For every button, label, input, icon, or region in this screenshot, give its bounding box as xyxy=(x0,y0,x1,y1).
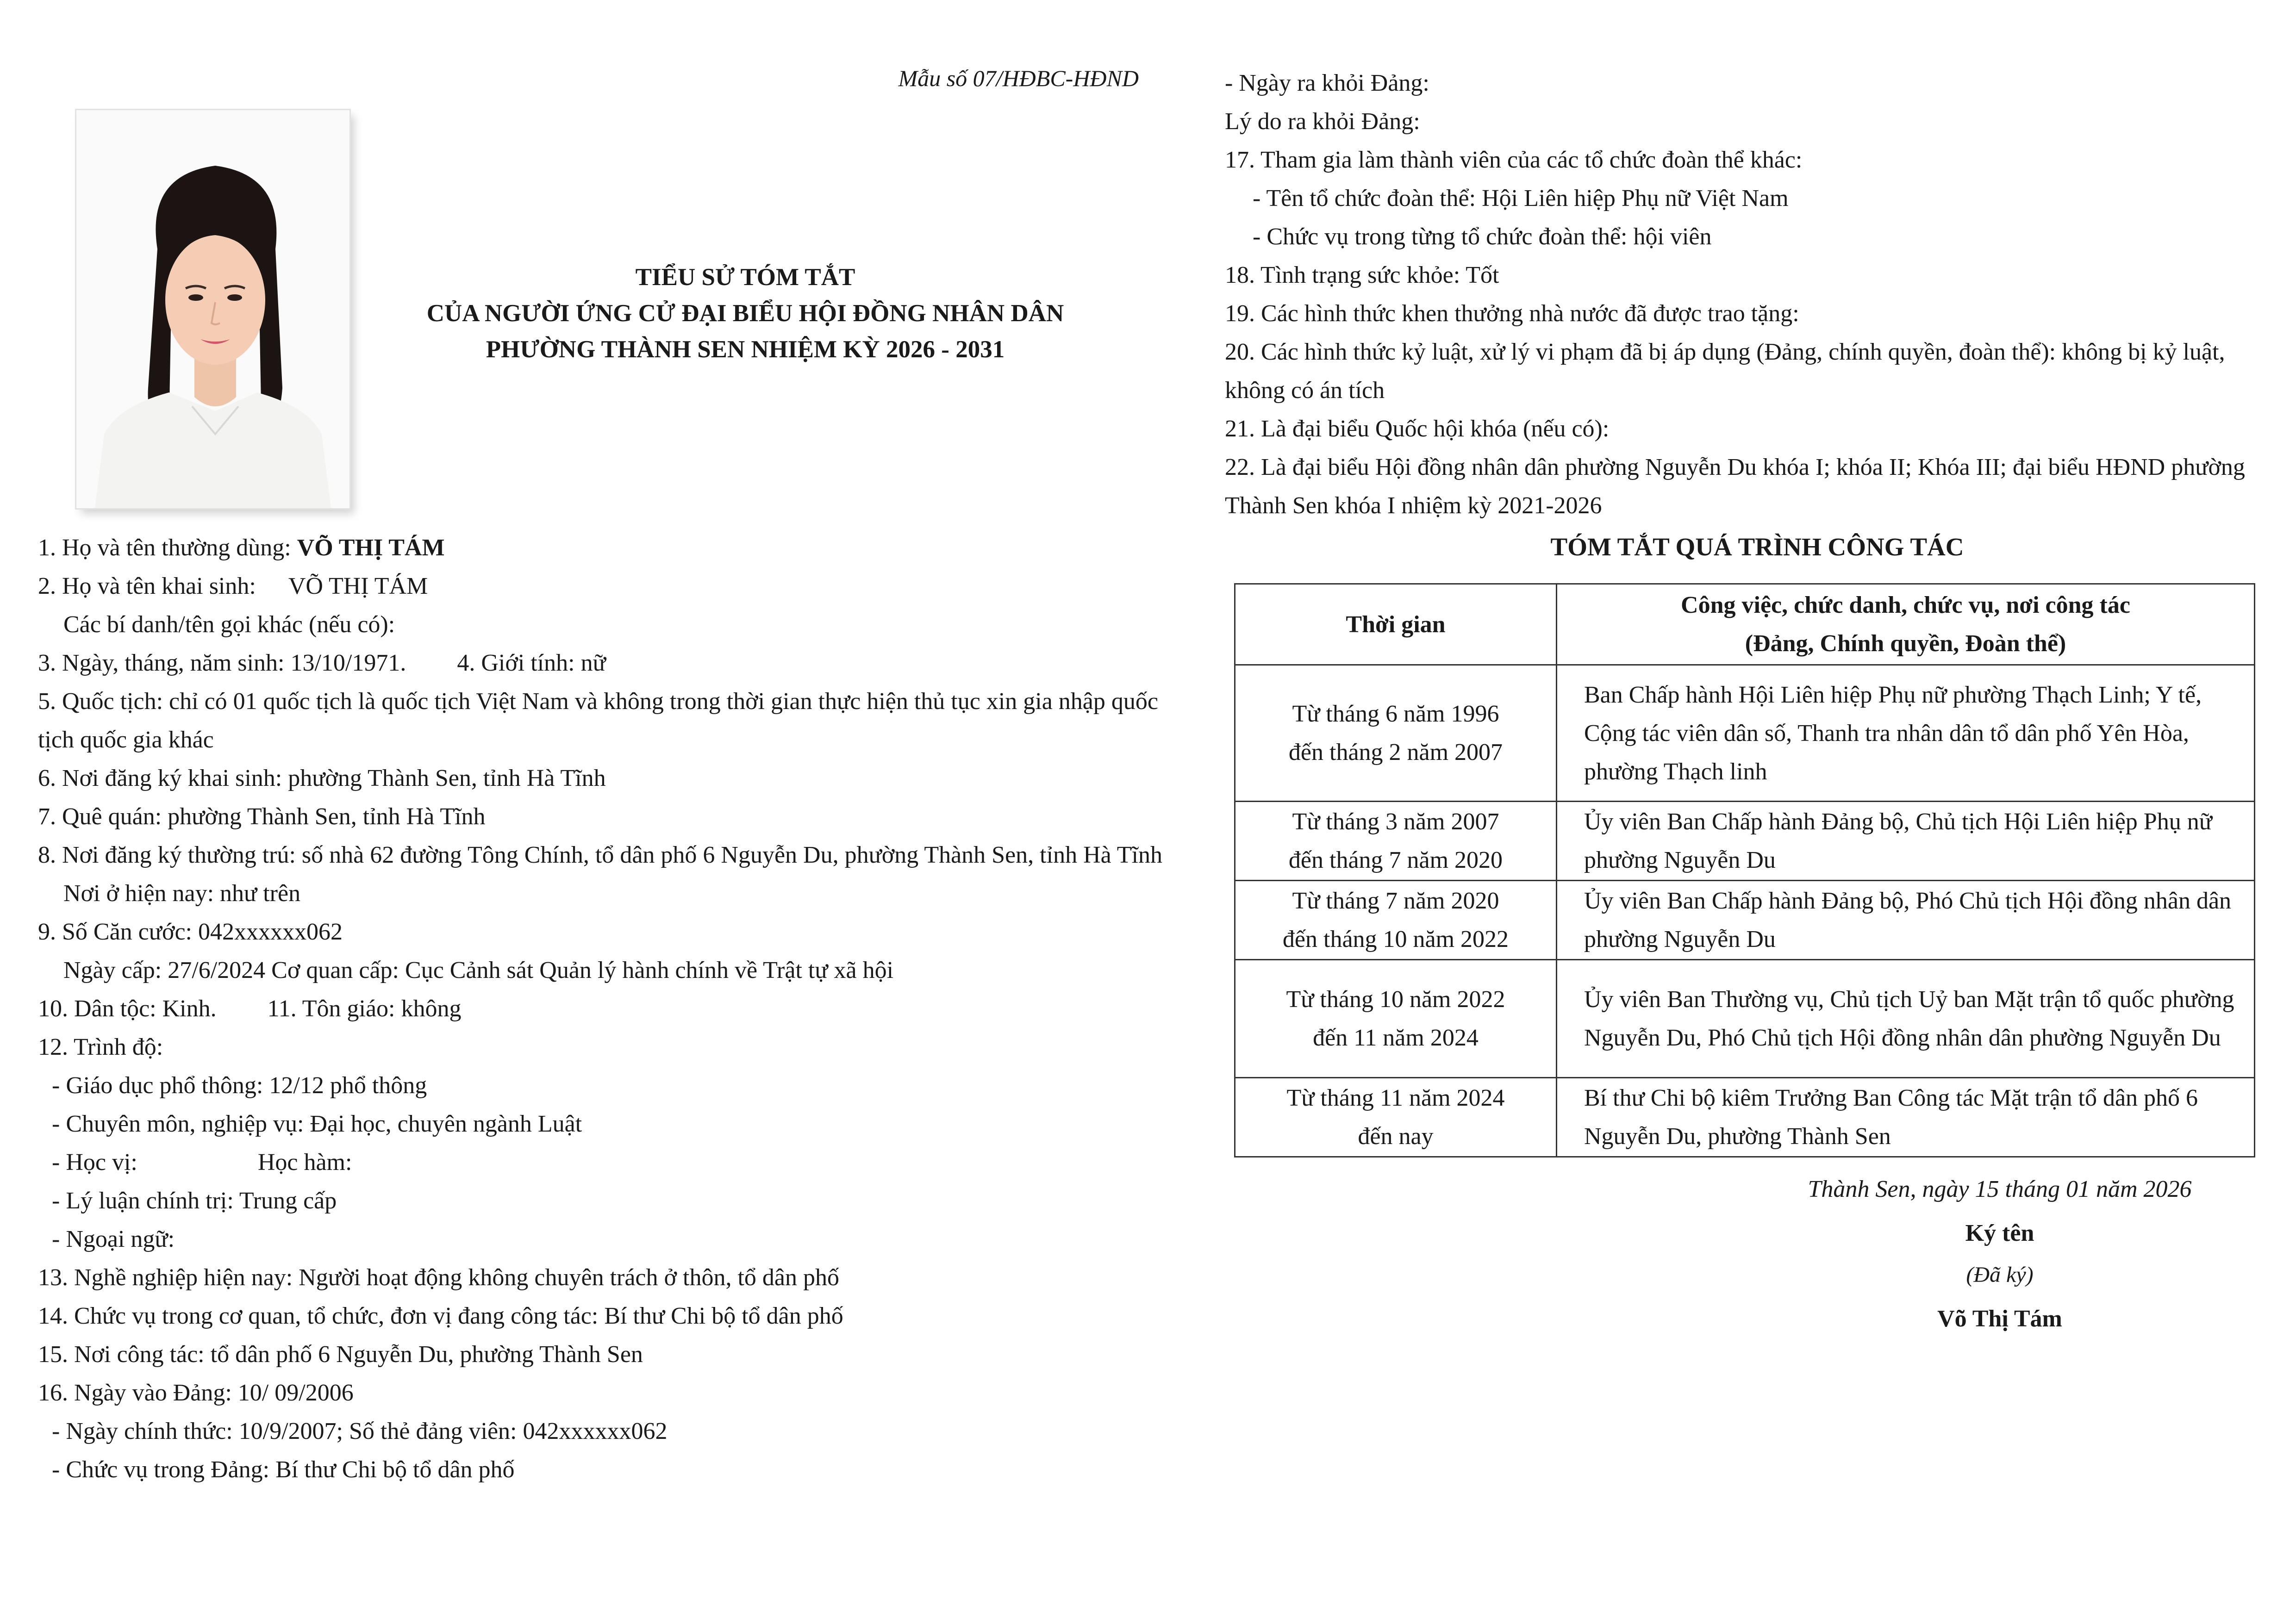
field-workplace: 15. Nơi công tác: tổ dân phố 6 Nguyễn Du, phường Thành Sen xyxy=(38,1341,643,1368)
title-line-2: CỦA NGƯỜI ỨNG CỬ ĐẠI BIỂU HỘI ĐỒNG NHÂN DÂN xyxy=(426,300,1064,327)
row-time: Từ tháng 11 năm 2024 đến nay xyxy=(1235,1078,1557,1157)
field-occupation: 13. Nghề nghiệp hiện nay: Người hoạt động không chuyên trách ở thôn, tổ dân phố xyxy=(38,1264,839,1291)
row-time: Từ tháng 10 năm 2022 đến 11 năm 2024 xyxy=(1235,960,1557,1078)
field-organization-role: - Chức vụ trong từng tổ chức đoàn thể: hội viên xyxy=(1253,224,1712,250)
field-permanent-residence: 8. Nơi đăng ký thường trú: số nhà 62 đường Tông Chính, tổ dân phố 6 Nguyễn Du, phường Thành Sen, tỉnh Hà Tĩnh xyxy=(38,842,1162,868)
row-time: Từ tháng 6 năm 1996 đến tháng 2 năm 2007 xyxy=(1235,665,1557,802)
field-id-number: 9. Số Căn cước: 042xxxxxx062 xyxy=(38,919,343,945)
field-party-leave-date: - Ngày ra khỏi Đảng: xyxy=(1225,70,1429,96)
row-time: Từ tháng 3 năm 2007 đến tháng 7 năm 2020 xyxy=(1235,802,1557,881)
birth-name-value: VÕ THỊ TÁM xyxy=(288,573,428,599)
field-organization-name: - Tên tổ chức đoàn thể: Hội Liên hiệp Phụ nữ Việt Nam xyxy=(1253,185,1789,212)
field-nationality: 5. Quốc tịch: chỉ có 01 quốc tịch là quốc tịch Việt Nam và không trong thời gian thực hiện thủ tục xin gia nhập quốc tịch quốc gia khác xyxy=(38,688,1158,753)
signature-place-date: Thành Sen, ngày 15 tháng 01 năm 2026 xyxy=(1808,1176,2192,1202)
field-birth-name: 2. Họ và tên khai sinh: VÕ THỊ TÁM xyxy=(38,573,428,599)
field-id-issue: Ngày cấp: 27/6/2024 Cơ quan cấp: Cục Cảnh sát Quản lý hành chính về Trật tự xã hội xyxy=(63,957,894,983)
field-ethnicity-religion: 10. Dân tộc: Kinh. 11. Tôn giáo: không xyxy=(38,996,462,1022)
field-aliases: Các bí danh/tên gọi khác (nếu có): xyxy=(63,611,395,638)
signature-label: Ký tên xyxy=(1965,1220,2034,1246)
additional-info-section xyxy=(1225,64,2290,525)
field-discipline: 20. Các hình thức kỷ luật, xử lý vi phạm đã bị áp dụng (Đảng, chính quyền, đoàn thể): không bị kỷ luật, không có án tích xyxy=(1225,339,2225,404)
table-row xyxy=(1235,960,2255,1078)
field-hometown: 7. Quê quán: phường Thành Sen, tỉnh Hà Tĩnh xyxy=(38,803,486,830)
table-row xyxy=(1235,665,2255,802)
field-degree-title: - Học vị: Học hàm: xyxy=(52,1149,352,1176)
signer-name: Võ Thị Tám xyxy=(1937,1306,2062,1332)
title-line-1: TIỂU SỬ TÓM TẮT xyxy=(635,264,855,291)
column-header-time: Thời gian xyxy=(1235,584,1557,665)
field-education-heading: 12. Trình độ: xyxy=(38,1034,163,1060)
field-current-residence: Nơi ở hiện nay: như trên xyxy=(63,880,301,907)
field-party-leave-reason: Lý do ra khỏi Đảng: xyxy=(1225,108,1420,135)
table-row xyxy=(1235,802,2255,881)
title-line-3: PHƯỜNG THÀNH SEN NHIỆM KỲ 2026 - 2031 xyxy=(486,336,1005,363)
signature-block xyxy=(1741,1166,2259,1342)
field-birth-date-gender: 3. Ngày, tháng, năm sinh: 13/10/1971. 4. Giới tính: nữ xyxy=(38,650,606,676)
signed-note: (Đã ký) xyxy=(1966,1263,2034,1287)
field-council-membership: 22. Là đại biểu Hội đồng nhân dân phường Nguyễn Du khóa I; khóa II; Khóa III; đại biểu HĐND phường Thành Sen khóa I nhiệm kỳ 2021-2026 xyxy=(1225,454,2245,519)
field-party-join-date: 16. Ngày vào Đảng: 10/ 09/2006 xyxy=(38,1380,354,1406)
work-history-title: TÓM TẮT QUÁ TRÌNH CÔNG TÁC xyxy=(1550,533,1964,561)
table-row xyxy=(1235,881,2255,960)
table-header-row xyxy=(1235,584,2255,665)
portrait-illustration xyxy=(76,110,349,508)
field-general-education: - Giáo dục phổ thông: 12/12 phổ thông xyxy=(52,1072,427,1099)
field-birth-registration: 6. Nơi đăng ký khai sinh: phường Thành Sen, tỉnh Hà Tĩnh xyxy=(38,765,606,791)
field-health: 18. Tình trạng sức khỏe: Tốt xyxy=(1225,262,1499,288)
personal-info-section xyxy=(38,529,1163,1489)
row-description: Ban Chấp hành Hội Liên hiệp Phụ nữ phường Thạch Linh; Y tế, Cộng tác viên dân số, Thanh tra nhân dân tổ dân phố Yên Hòa, phường Thạch linh xyxy=(1557,665,2255,802)
column-header-work: Công việc, chức danh, chức vụ, nơi công tác (Đảng, Chính quyền, Đoàn thể) xyxy=(1557,584,2255,665)
field-party-official-date: - Ngày chính thức: 10/9/2007; Số thẻ đảng viên: 042xxxxxx062 xyxy=(52,1418,668,1444)
row-description: Ủy viên Ban Chấp hành Đảng bộ, Phó Chủ tịch Hội đồng nhân dân phường Nguyễn Du xyxy=(1557,881,2255,960)
work-history-table xyxy=(1234,583,2255,1157)
row-time: Từ tháng 7 năm 2020 đến tháng 10 năm 2022 xyxy=(1235,881,1557,960)
field-foreign-language: - Ngoại ngữ: xyxy=(52,1226,175,1252)
form-number: Mẫu số 07/HĐBC-HĐND xyxy=(898,65,1139,91)
field-position: 14. Chức vụ trong cơ quan, tổ chức, đơn vị đang công tác: Bí thư Chi bộ tổ dân phố xyxy=(38,1303,843,1329)
field-political-theory: - Lý luận chính trị: Trung cấp xyxy=(52,1188,337,1214)
common-name-value: VÕ THỊ TÁM xyxy=(297,535,445,561)
field-party-position: - Chức vụ trong Đảng: Bí thư Chi bộ tổ dân phố xyxy=(52,1456,515,1483)
candidate-portrait-photo xyxy=(76,110,349,508)
field-specialty: - Chuyên môn, nghiệp vụ: Đại học, chuyên ngành Luật xyxy=(52,1111,582,1137)
field-common-name: 1. Họ và tên thường dùng: VÕ THỊ TÁM xyxy=(38,535,445,561)
row-description: Bí thư Chi bộ kiêm Trưởng Ban Công tác Mặt trận tổ dân phố 6 Nguyễn Du, phường Thành Sen xyxy=(1557,1078,2255,1157)
row-description: Ủy viên Ban Chấp hành Đảng bộ, Chủ tịch Hội Liên hiệp Phụ nữ phường Nguyễn Du xyxy=(1557,802,2255,881)
document-title xyxy=(352,259,1139,367)
field-awards: 19. Các hình thức khen thưởng nhà nước đã được trao tặng: xyxy=(1225,300,1799,327)
field-national-assembly: 21. Là đại biểu Quốc hội khóa (nếu có): xyxy=(1225,416,1610,442)
table-row xyxy=(1235,1078,2255,1157)
row-description: Ủy viên Ban Thường vụ, Chủ tịch Uỷ ban Mặt trận tổ quốc phường Nguyễn Du, Phó Chủ tịch Hội đồng nhân dân phường Nguyễn Du xyxy=(1557,960,2255,1078)
field-organizations: 17. Tham gia làm thành viên của các tổ chức đoàn thể khác: xyxy=(1225,147,1803,173)
